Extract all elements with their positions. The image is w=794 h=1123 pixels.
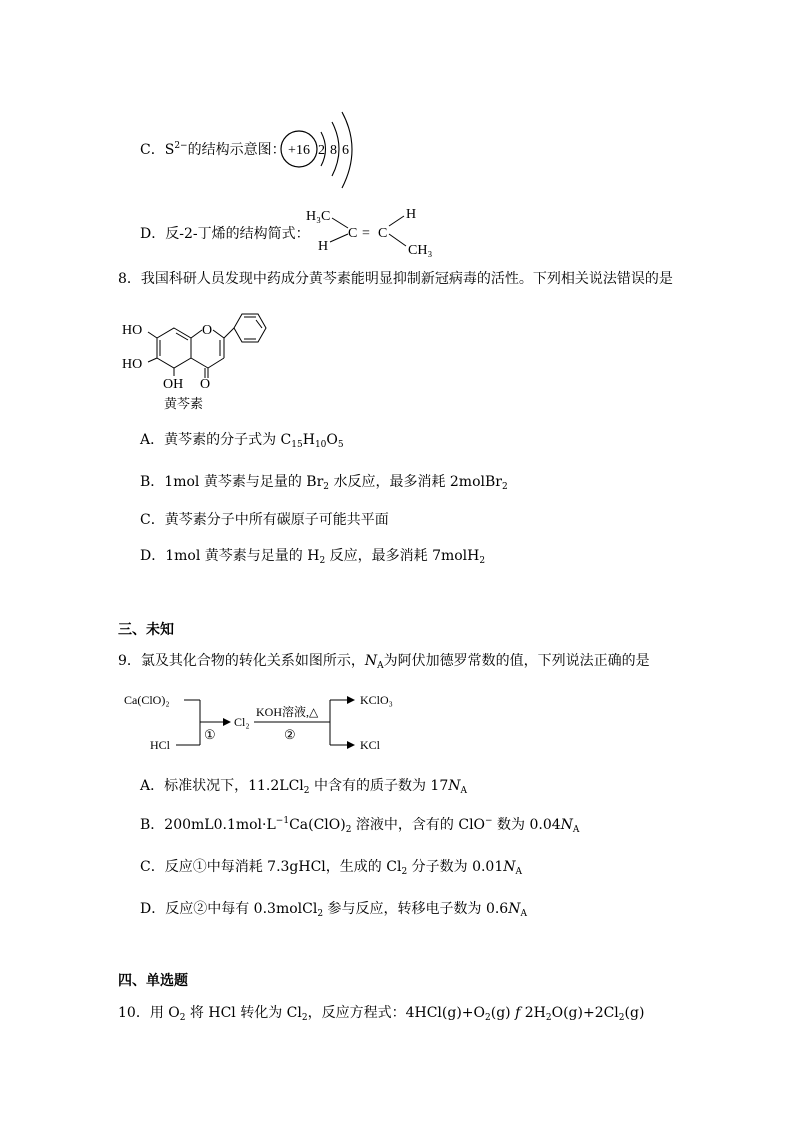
na-symbol: N bbox=[508, 901, 521, 917]
text: B．200mL0.1mol·L bbox=[140, 817, 276, 833]
text: (g) bbox=[624, 1005, 645, 1021]
step-1-label: ① bbox=[204, 727, 216, 742]
sub: 2 bbox=[501, 482, 508, 492]
ring-oxygen: O bbox=[202, 323, 213, 338]
sub: A bbox=[460, 786, 467, 796]
ch3-group: CH₃ bbox=[408, 243, 433, 258]
q9-stem bbox=[118, 650, 650, 671]
q10-stem bbox=[118, 1002, 644, 1023]
q8-stem: 8．我国科研人员发现中药成分黄芩素能明显抑制新冠病毒的活性。下列相关说法错误的是 bbox=[118, 271, 673, 287]
sub: 2 bbox=[545, 1013, 552, 1023]
structure-caption: 黄芩素 bbox=[164, 396, 204, 411]
step-2-label: ② bbox=[284, 727, 296, 742]
text: 9．氯及其化合物的转化关系如图所示， bbox=[118, 653, 365, 669]
hydroxyl-7: HO bbox=[122, 323, 143, 338]
sulfur-ion-structure-diagram bbox=[278, 108, 368, 192]
nucleus-charge: +16 bbox=[288, 143, 310, 158]
text: 为阿伏加德罗常数的值，下列说法正确的是 bbox=[383, 653, 650, 669]
sub: 10 bbox=[314, 440, 327, 450]
text: 溶液中，含有的 ClO bbox=[351, 817, 486, 833]
text: 10．用 O bbox=[118, 1005, 180, 1021]
text: 水反应，最多消耗 2molBr bbox=[329, 474, 502, 490]
text: 2H bbox=[520, 1005, 546, 1021]
keto-oxygen: O bbox=[200, 377, 211, 392]
text: 中含有的质子数为 17 bbox=[309, 778, 449, 794]
h-atom-right: H bbox=[406, 207, 417, 222]
trans-2-butene-structure bbox=[302, 202, 442, 260]
sub: 2 bbox=[479, 556, 486, 566]
q8-b-text: B．1mol 黄芩素与足量的 Br bbox=[140, 474, 324, 490]
sub: A bbox=[572, 825, 580, 835]
q8-d-text: D．1mol 黄芩素与足量的 H bbox=[140, 548, 320, 564]
q9-option-b bbox=[140, 814, 579, 835]
sub: 2 bbox=[179, 1013, 186, 1023]
h3c-group: H₃C bbox=[306, 209, 331, 224]
text: C．反应①中每消耗 7.3gHCl，生成的 Cl bbox=[140, 859, 402, 875]
text: Ca(ClO) bbox=[289, 817, 346, 833]
q8-option-d bbox=[140, 545, 485, 566]
sub: A bbox=[515, 867, 522, 877]
q7-c-text: 的结构示意图： bbox=[187, 142, 286, 158]
q9-option-c bbox=[140, 856, 522, 877]
baicalein-structure bbox=[120, 300, 270, 414]
na-symbol: N bbox=[448, 778, 461, 794]
sub: A bbox=[520, 909, 527, 919]
sub: 2 bbox=[401, 867, 408, 877]
double-bond: = bbox=[362, 226, 370, 241]
text: 数为 0.04 bbox=[492, 817, 561, 833]
chlorine-conversion-diagram bbox=[118, 686, 418, 756]
text: A．标准状况下，11.2LCl bbox=[140, 778, 304, 794]
sub: 2 bbox=[485, 1013, 491, 1023]
reactant-hcl: HCl bbox=[150, 738, 171, 752]
hydroxyl-5: OH bbox=[163, 377, 184, 392]
product-kclo3: KClO₃ bbox=[360, 693, 393, 707]
shell-1-count: 2 bbox=[318, 143, 325, 158]
element-o: O bbox=[326, 432, 338, 448]
q7-c-prefix: C．S bbox=[140, 142, 175, 158]
sup: − bbox=[485, 816, 493, 826]
text: 反应，最多消耗 7molH bbox=[325, 548, 480, 564]
text: ，反应方程式：4HCl(g)+O bbox=[307, 1005, 486, 1021]
section-heading-3: 三、未知 bbox=[118, 622, 174, 638]
sub: 2 bbox=[303, 786, 310, 796]
hydroxyl-6: HO bbox=[122, 357, 143, 372]
text: 将 HCl 转化为 Cl bbox=[185, 1005, 302, 1021]
shell-3-count: 6 bbox=[342, 143, 349, 158]
sub: 2 bbox=[345, 825, 352, 835]
sub: 2 bbox=[317, 909, 324, 919]
sub: 2 bbox=[319, 556, 326, 566]
na-symbol: N bbox=[503, 859, 516, 875]
sub: 2 bbox=[618, 1013, 625, 1023]
text: 分子数为 0.01 bbox=[407, 859, 504, 875]
product-cl2: Cl₂ bbox=[234, 715, 250, 729]
sub: 2 bbox=[323, 482, 329, 492]
text: (g) bbox=[490, 1005, 516, 1021]
carbon-2: C bbox=[378, 226, 388, 241]
q8-option-c: C．黄芩素分子中所有碳原子可能共平面 bbox=[140, 512, 389, 528]
sub: 2 bbox=[301, 1013, 308, 1023]
element-h: H bbox=[302, 432, 315, 448]
text: D．反应②中每有 0.3molCl bbox=[140, 901, 318, 917]
section-heading-4: 四、单选题 bbox=[118, 973, 188, 989]
q7-option-d: D．反-2-丁烯的结构简式： bbox=[140, 226, 310, 242]
na-symbol: N bbox=[560, 817, 573, 833]
sub: 15 bbox=[291, 440, 303, 450]
sub: 5 bbox=[337, 440, 344, 450]
q8-option-b bbox=[140, 471, 508, 492]
q7-option-c bbox=[140, 139, 286, 159]
carbon-1: C bbox=[348, 226, 358, 241]
sup: −1 bbox=[275, 816, 290, 826]
q8-option-a bbox=[140, 429, 344, 450]
h-atom-left: H bbox=[318, 239, 329, 254]
q8-a-text: A．黄芩素的分子式为 C bbox=[140, 432, 292, 448]
na-symbol: N bbox=[364, 653, 378, 669]
text: 参与反应，转移电子数为 0.6 bbox=[323, 901, 509, 917]
shell-2-count: 8 bbox=[330, 143, 337, 158]
product-kcl: KCl bbox=[360, 738, 381, 752]
q7-c-sup: 2− bbox=[174, 141, 188, 151]
equilibrium-glyph: f bbox=[515, 1005, 521, 1021]
q9-option-d bbox=[140, 898, 527, 919]
reaction-condition: KOH溶液,△ bbox=[256, 705, 319, 719]
sub: A bbox=[377, 661, 384, 671]
reactant-ca-clo2: Ca(ClO)₂ bbox=[124, 693, 170, 707]
q9-option-a bbox=[140, 775, 467, 796]
text: O(g)+2Cl bbox=[551, 1005, 619, 1021]
